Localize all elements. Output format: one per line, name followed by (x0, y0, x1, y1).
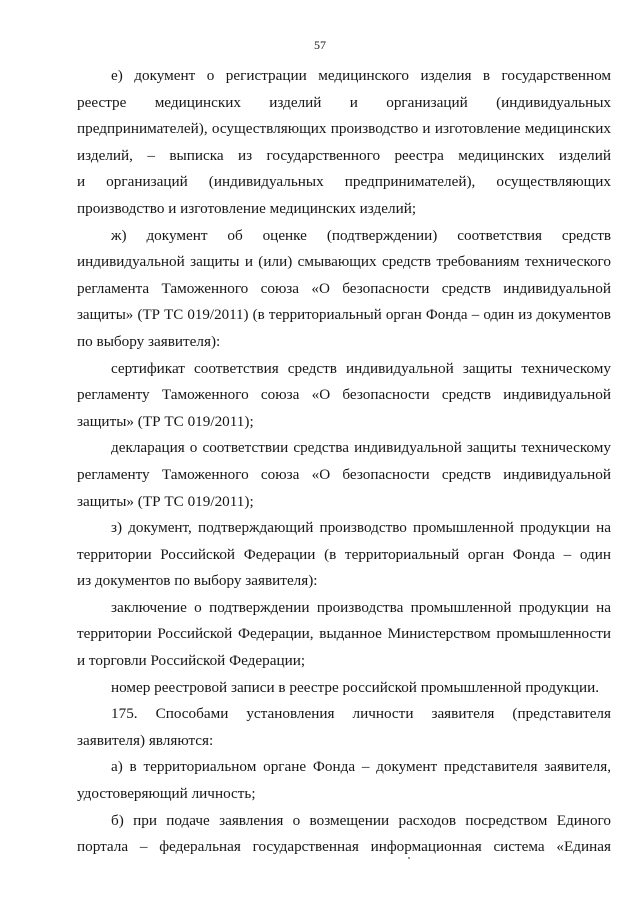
text-line: защиты» (ТР ТС 019/2011); (77, 412, 254, 430)
text-line: предпринимателей), осуществляющих производство и изготовление медицинских (77, 120, 611, 138)
text-line: территории Российской Федерации, выданное Министерством промышленности (77, 625, 611, 643)
text-line: сертификат соответствия средств индивидуальной защиты техническому (111, 359, 611, 377)
text-line: а) в территориальном органе Фонда – документ представителя заявителя, (111, 758, 611, 776)
text-line: заключение о подтверждении производства промышленной продукции на (111, 598, 611, 616)
text-line: регламента Таможенного союза «О безопасности средств индивидуальной (77, 279, 611, 297)
text-line: по выбору заявителя): (77, 332, 221, 350)
scan-speck (408, 857, 410, 859)
text-line: ж) документ об оценке (подтверждении) соответствия средств (111, 226, 611, 244)
text-line: номер реестровой записи в реестре российской промышленной продукции. (111, 678, 600, 696)
text-line: заявителя) являются: (77, 731, 214, 749)
text-line: реестре медицинских изделий и организаций (индивидуальных (77, 93, 611, 111)
page-number: 57 (314, 38, 326, 52)
text-line: производство и изготовление медицинских изделий; (77, 199, 417, 217)
text-line: защиты» (ТР ТС 019/2011); (77, 492, 254, 510)
text-line: 175. Способами установления личности заявителя (представителя (111, 705, 611, 723)
text-line: регламенту Таможенного союза «О безопасности средств индивидуальной (77, 386, 611, 404)
text-line: территории Российской Федерации (в территориальный орган Фонда – один (77, 545, 611, 563)
text-line: индивидуальной защиты и (или) смывающих средств требованиям технического (77, 253, 611, 271)
text-line: изделий, – выписка из государственного реестра медицинских изделий (77, 146, 611, 164)
text-line: декларация о соответствии средства индивидуальной защиты техническому (111, 439, 611, 457)
text-line: регламенту Таможенного союза «О безопасности средств индивидуальной (77, 465, 611, 483)
text-line: из документов по выбору заявителя): (77, 572, 318, 590)
text-line: удостоверяющий личность; (77, 785, 256, 803)
text-line: и организаций (индивидуальных предпринимателей), осуществляющих (77, 173, 611, 191)
text-line: защиты» (ТР ТС 019/2011) (в территориальный орган Фонда – один из документов (77, 307, 611, 324)
text-line: е) документ о регистрации медицинского изделия в государственном (111, 67, 611, 84)
text-line: з) документ, подтверждающий производство промышленной продукции на (111, 519, 611, 537)
text-line: и торговли Российской Федерации; (77, 652, 306, 670)
text-line: портала – федеральная государственная информационная система «Единая (77, 838, 611, 856)
text-line: б) при подаче заявления о возмещении расходов посредством Единого (111, 811, 611, 829)
document-body (77, 63, 611, 861)
